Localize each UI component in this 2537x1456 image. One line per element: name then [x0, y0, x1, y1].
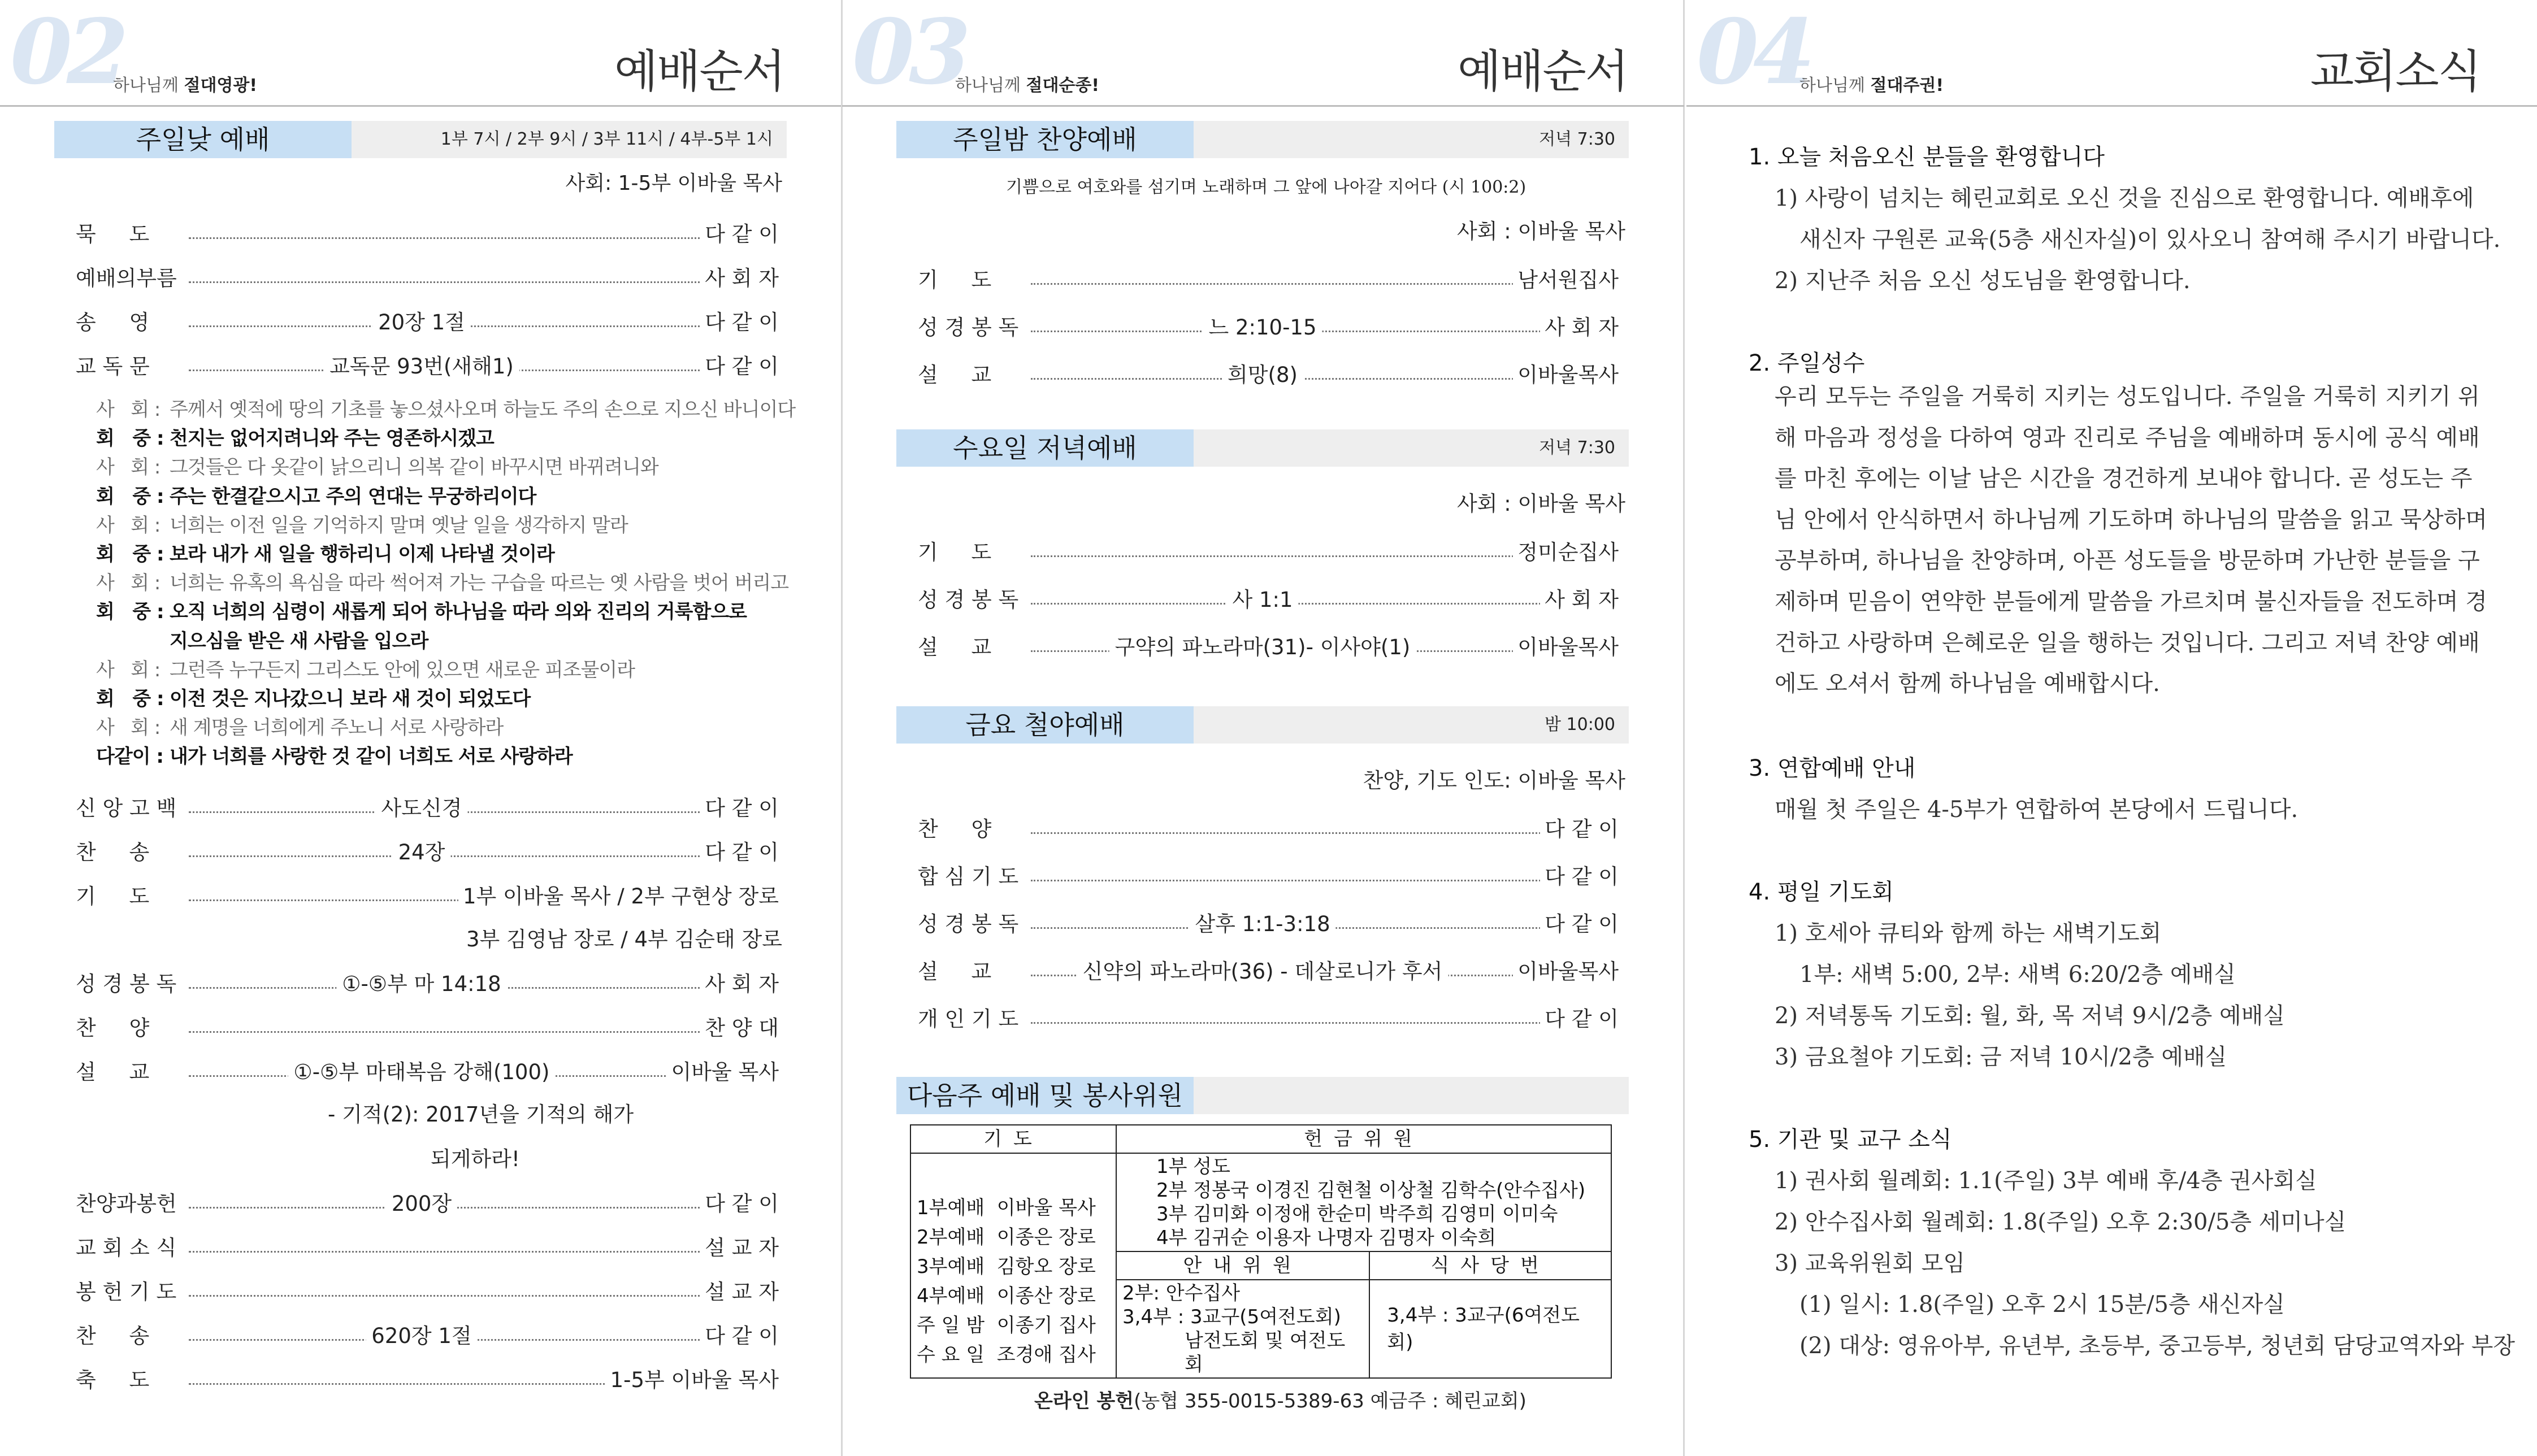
service-time: 저녁 7:30 [1539, 438, 1615, 458]
reading-text: 주는 한결같으시고 주의 연대는 무궁하리이다 [170, 485, 536, 508]
offering-team: 4부 김귀순 이용자 나명자 김명자 이숙희 [1156, 1227, 1497, 1249]
order-item-leader: 다 같 이 [700, 793, 779, 824]
dot-leader [189, 811, 779, 813]
news-heading: 5. 기관 및 교구 소식 [1749, 1127, 1952, 1153]
order-item-leader: 사 회 자 [700, 263, 779, 294]
order-row [76, 1057, 779, 1088]
dot-leader [189, 237, 779, 239]
host-label: 사회 : 이바울 목사 [1457, 492, 1625, 516]
reading-speaker: 회 중 : [96, 543, 164, 566]
dot-leader [1031, 331, 1619, 332]
offering-list [1116, 1153, 1611, 1251]
order-item-detail: 희망(8) [1222, 359, 1303, 391]
news-heading: 2. 주일성수 [1749, 350, 1865, 376]
reading-line [96, 685, 530, 714]
host-label: 찬양, 기도 인도: 이바울 목사 [1363, 768, 1625, 793]
order-item-detail: 신약의 파노라마(36) - 데살로니가 후서 [1077, 956, 1449, 988]
order-item-detail: 사도신경 [376, 793, 468, 824]
news-item: 1) 권사회 월례회: 1.1(주일) 3부 예배 후/4층 권사회실 [1775, 1168, 2317, 1194]
order-item-leader: 사 회 자 [1540, 584, 1619, 616]
paragraph-line: 를 마친 후에는 이날 남은 시간을 경건하게 보내야 합니다. 곧 성도는 주 [1775, 466, 2473, 492]
reading-line [96, 483, 536, 511]
section-bar [896, 121, 1629, 158]
order-item-detail: 느 2:10-15 [1203, 312, 1322, 344]
page-number: 02 [10, 0, 123, 105]
news-item: (1) 일시: 1.8(주일) 오후 2시 15분/5층 새신자실 [1799, 1292, 2285, 1318]
order-row [76, 968, 779, 1000]
dot-leader [1031, 880, 1619, 881]
page-title: 예배순서 [1457, 45, 1628, 98]
order-row [76, 1320, 779, 1352]
order-item-label: 설 교 [918, 635, 992, 659]
reading-speaker: 회 중 : [96, 485, 164, 508]
usher-assignment: 3,4부 : 3교구(5여전도회) [1122, 1306, 1341, 1328]
online-offering: 온라인 봉헌(농협 355-0015-5389-63 예금주 : 혜린교회) [1034, 1390, 1526, 1412]
meal-duty: 3,4부 : 3교구(6여전도회) [1369, 1280, 1611, 1378]
order-row [76, 1276, 779, 1308]
order-row [918, 814, 1619, 845]
reading-text: 보라 내가 새 일을 행하리니 이제 나타낼 것이라 [170, 543, 554, 566]
section-title: 주일낮 예배 [54, 121, 352, 158]
news-item: 1) 사랑이 넘치는 혜린교회로 오신 것을 진심으로 환영합니다. 예배후에 [1775, 185, 2474, 211]
order-row [76, 837, 779, 868]
usher-assignment: 남전도회 및 여전도회 [1185, 1329, 1346, 1376]
order-row [76, 1012, 779, 1044]
reading-line [96, 395, 795, 424]
order-item-detail: 교독문 93번(새해1) [324, 351, 519, 383]
news-item: (2) 대상: 영유아부, 유년부, 초등부, 중고등부, 청년회 담당교역자와 부장 [1799, 1333, 2515, 1359]
news-item: 매월 첫 주일은 4-5부가 연합하여 본당에서 드립니다. [1775, 797, 2299, 823]
section-title: 다음주 예배 및 봉사위원 [896, 1077, 1194, 1114]
order-row [76, 219, 779, 250]
reading-speaker: 회 중 : [96, 427, 164, 450]
news-item: 3) 교육위원회 모임 [1775, 1250, 1965, 1276]
usher-list [1116, 1280, 1369, 1378]
dot-leader [189, 1251, 779, 1253]
news-heading: 3. 연합예배 안내 [1749, 755, 1916, 781]
reading-text: 오직 너희의 심령이 새롭게 되어 하나님을 따라 의와 진리의 거룩함으로 [170, 601, 747, 624]
order-item-label: 설 교 [76, 1060, 150, 1084]
order-item-detail: ①-⑤부 마 14:18 [336, 968, 506, 1000]
order-row [76, 1232, 779, 1264]
order-item-leader: 설 교 자 [700, 1232, 779, 1264]
order-row [918, 537, 1619, 568]
col-meal: 식사당번 [1369, 1251, 1611, 1280]
dot-leader [1031, 1022, 1619, 1024]
reading-speaker: 사 회 : [96, 716, 161, 740]
order-item-label: 교 회 소 식 [76, 1236, 177, 1260]
reading-line [96, 598, 747, 627]
order-row [76, 793, 779, 824]
order-row [918, 584, 1619, 616]
reading-line [96, 656, 635, 685]
prayer-assignment: 4부예배 이종산 장로 [917, 1285, 1096, 1307]
reading-line [96, 511, 628, 540]
paragraph-line: 제하며 믿음이 연약한 분들에게 말씀을 가르치며 불신자들을 전도하며 경 [1775, 589, 2487, 615]
order-item-leader: 정미순집사 [1513, 537, 1619, 568]
paragraph-line: 해 마음과 정성을 다하여 영과 진리로 주님을 예배하며 동시에 공식 예배 [1775, 424, 2480, 451]
order-row [76, 351, 779, 383]
page-header [842, 0, 1684, 107]
page-number: 03 [852, 0, 965, 105]
order-item-label: 기 도 [76, 884, 150, 909]
order-item-leader: 다 같 이 [700, 351, 779, 383]
order-item-leader: 다 같 이 [1540, 1003, 1619, 1035]
order-item-label: 설 교 [918, 363, 992, 387]
offering-team: 1부 성도 [1156, 1155, 1230, 1178]
prayer-assignment: 주 일 밤 이종기 집사 [917, 1314, 1096, 1337]
sermon-title: - 기적(2): 2017년을 기적의 해가 [328, 1102, 634, 1127]
prayer-assignment: 1부예배 이바울 목사 [917, 1197, 1096, 1219]
order-item-leader: 설 교 자 [700, 1276, 779, 1308]
order-item-label: 찬 양 [918, 817, 992, 841]
order-item-detail: 사 1:1 [1226, 584, 1298, 616]
order-item-label: 성 경 봉 독 [918, 315, 1019, 340]
order-row [918, 1003, 1619, 1035]
order-row [918, 909, 1619, 940]
order-item-detail: ①-⑤부 마태복음 강해(100) [288, 1057, 556, 1088]
page-title: 예배순서 [614, 45, 784, 98]
reading-text: 너희는 이전 일을 기억하지 말며 옛날 일을 생각하지 말라 [170, 514, 628, 537]
reading-speaker: 사 회 : [96, 572, 161, 595]
order-item-label: 축 도 [76, 1368, 150, 1392]
order-row [918, 632, 1619, 663]
order-item-leader: 찬 양 대 [700, 1012, 779, 1044]
news-item: 2) 저녁통독 기도회: 월, 화, 목 저녁 9시/2층 예배실 [1775, 1003, 2285, 1029]
order-item-leader: 다 같 이 [700, 1320, 779, 1352]
dot-leader [189, 1295, 779, 1297]
order-row [918, 861, 1619, 893]
reading-speaker: 사 회 : [96, 398, 161, 421]
order-item-label: 기 도 [918, 268, 992, 292]
paragraph-line: 에도 오셔서 함께 하나님을 예배합시다. [1775, 671, 2160, 697]
service-time: 저녁 7:30 [1539, 129, 1615, 149]
news-item: 2) 지난주 처음 오신 성도님을 환영합니다. [1775, 268, 2191, 294]
section-bar [896, 1077, 1629, 1114]
section-title: 주일밤 찬양예배 [896, 121, 1194, 158]
order-item-label: 신 앙 고 백 [76, 796, 177, 820]
reading-text: 이전 것은 지나갔으니 보라 새 것이 되었도다 [170, 688, 531, 710]
reading-line [96, 540, 554, 569]
page-motto: 하나님께 절대순종! [955, 76, 1100, 95]
order-row [918, 359, 1619, 391]
news-item: 2) 안수집사회 월례회: 1.8(주일) 오후 2:30/5층 세미나실 [1775, 1209, 2347, 1235]
order-item-leader: 사 회 자 [700, 968, 779, 1000]
service-time: 밤 10:00 [1545, 715, 1615, 734]
section-bar [896, 706, 1629, 744]
section-title: 금요 철야예배 [896, 706, 1194, 744]
prayer-assignment: 수 요 일 조경애 집사 [917, 1344, 1096, 1366]
order-item-label: 개 인 기 도 [918, 1007, 1019, 1031]
header-rule [842, 105, 1684, 107]
order-item-detail: 살후 1:1-3:18 [1189, 909, 1335, 940]
prayer-list [910, 1153, 1116, 1378]
page-03 [842, 0, 1684, 1456]
order-item-leader: 이바울목사 [1513, 956, 1619, 988]
page-number: 04 [1697, 0, 1810, 105]
order-item-leader: 이바울 목사 [667, 1057, 779, 1088]
reading-text: 천지는 없어지려니와 주는 영존하시겠고 [170, 427, 494, 450]
dot-leader [1031, 603, 1619, 605]
sermon-title-cont: 되게하라! [431, 1147, 520, 1171]
order-item-leader: 남서원집사 [1513, 264, 1619, 296]
reading-line [96, 742, 573, 771]
order-row [918, 312, 1619, 344]
col-offering: 헌금위원 [1116, 1125, 1611, 1153]
order-item-leader: 사 회 자 [1540, 312, 1619, 344]
order-row [76, 1188, 779, 1220]
reading-speaker: 회 중 : [96, 688, 164, 710]
order-item-detail: 20장 1절 [372, 307, 471, 338]
page-title: 교회소식 [2310, 45, 2480, 98]
reading-speaker: 사 회 : [96, 658, 161, 681]
order-item-label: 예배의부름 [76, 266, 177, 290]
reading-text: 내가 너희를 사랑한 것 같이 너희도 서로 사랑하라 [170, 745, 573, 768]
order-item-detail: 구약의 파노라마(31)- 이사야(1) [1109, 632, 1416, 663]
order-item-label: 찬 송 [76, 1324, 150, 1348]
order-item-leader: 다 같 이 [700, 219, 779, 250]
dot-leader [189, 1031, 779, 1033]
dot-leader [189, 281, 779, 283]
reading-line [96, 453, 658, 482]
usher-assignment: 2부: 안수집사 [1122, 1282, 1241, 1305]
order-item-leader: 다 같 이 [1540, 861, 1619, 893]
header-rule [1686, 105, 2537, 107]
page-02 [0, 0, 841, 1456]
dot-leader [189, 855, 779, 857]
news-heading: 1. 오늘 처음오신 분들을 환영합니다 [1749, 144, 2105, 170]
order-row [76, 263, 779, 294]
dot-leader [189, 1339, 779, 1341]
header-rule [0, 105, 841, 107]
order-item-label: 설 교 [918, 959, 992, 984]
dot-leader [1031, 832, 1619, 834]
order-item-leader: 다 같 이 [700, 837, 779, 868]
order-item-leader: 이바울목사 [1513, 359, 1619, 391]
order-item-leader: 1-5부 이바울 목사 [606, 1364, 779, 1396]
reading-line [96, 424, 494, 453]
order-item-label: 송 영 [76, 310, 150, 334]
reading-line [96, 714, 503, 742]
order-row [918, 956, 1619, 988]
offering-team: 2부 정봉국 이경진 김현철 이상철 김학수(안수집사) [1156, 1179, 1586, 1202]
news-item: 3) 금요철야 기도회: 금 저녁 10시/2층 예배실 [1775, 1044, 2227, 1070]
reading-speaker: 사 회 : [96, 514, 161, 537]
reading-text: 그런즉 누구든지 그리스도 안에 있으면 새로운 피조물이라 [170, 658, 635, 681]
reading-text: 그것들은 다 옷같이 낡으리니 의복 같이 바꾸시면 바뀌려니와 [170, 456, 658, 479]
reading-text: 새 계명을 너희에게 주노니 서로 사랑하라 [170, 716, 504, 740]
order-item-leader: 다 같 이 [1540, 814, 1619, 845]
order-item-leader: 이바울목사 [1513, 632, 1619, 663]
reading-line [96, 627, 428, 656]
volunteer-table [910, 1124, 1612, 1379]
order-item-label: 묵 도 [76, 222, 150, 246]
order-item-label: 기 도 [918, 540, 992, 564]
page-motto: 하나님께 절대영광! [113, 76, 258, 95]
paragraph-line: 님 안에서 안식하면서 하나님께 기도하며 하나님의 말씀을 읽고 묵상하며 [1775, 506, 2487, 533]
page-header [1686, 0, 2537, 107]
dot-leader [189, 325, 779, 327]
section-bar [54, 121, 787, 158]
paragraph-line: 공부하며, 하나님을 찬양하며, 아픈 성도들을 방문하며 가난한 분들을 구 [1775, 547, 2480, 574]
order-row [76, 1364, 779, 1396]
order-item-label: 성 경 봉 독 [918, 912, 1019, 936]
order-item-label: 성 경 봉 독 [76, 972, 177, 996]
order-row [76, 307, 779, 338]
reading-speaker: 다같이 : [96, 745, 163, 768]
order-item-label: 봉 헌 기 도 [76, 1280, 177, 1304]
order-row [76, 881, 779, 912]
prayer-continuation: 3부 김영남 장로 / 4부 김순태 장로 [466, 927, 782, 951]
reading-speaker: 회 중 : [96, 601, 164, 624]
order-item-detail: 24장 [393, 837, 451, 868]
reading-speaker: 사 회 : [96, 456, 161, 479]
section-title: 수요일 저녁예배 [896, 429, 1194, 467]
host-label: 사회: 1-5부 이바울 목사 [565, 172, 782, 195]
order-item-label: 교 독 문 [76, 354, 150, 379]
news-item: 새신자 구원론 교육(5층 새신자실)이 있사오니 참여해 주시기 바랍니다. [1799, 227, 2501, 253]
order-item-leader: 다 같 이 [700, 1188, 779, 1220]
paragraph-line: 우리 모두는 주일을 거룩히 지키는 성도입니다. 주일을 거룩히 지키기 위 [1775, 384, 2480, 410]
order-row [918, 264, 1619, 296]
order-item-leader: 다 같 이 [700, 307, 779, 338]
news-item: 1) 호세아 큐티와 함께 하는 새벽기도회 [1775, 920, 2162, 946]
order-item-label: 찬 송 [76, 840, 150, 864]
paragraph-line: 건하고 사랑하며 은혜로운 일을 행하는 것입니다. 그리고 저녁 찬양 예배 [1775, 629, 2480, 656]
prayer-assignment: 3부예배 김항오 장로 [917, 1255, 1096, 1278]
col-prayer: 기도 [910, 1125, 1116, 1153]
reading-text: 주께서 옛적에 땅의 기초를 놓으셨사오며 하늘도 주의 손으로 지으신 바니이다 [170, 398, 796, 421]
page-04 [1686, 0, 2537, 1456]
order-item-leader: 1부 이바울 목사 / 2부 구현상 장로 [458, 881, 779, 912]
reading-text: 지으심을 받은 새 사람을 입으라 [170, 629, 428, 653]
reading-line [96, 569, 788, 598]
order-item-detail: 620장 1절 [366, 1320, 477, 1352]
page-motto: 하나님께 절대주권! [1799, 76, 1944, 95]
news-item: 1부: 새벽 5:00, 2부: 새벽 6:20/2층 예배실 [1799, 962, 2236, 988]
order-item-leader: 다 같 이 [1540, 909, 1619, 940]
prayer-assignment: 2부예배 이종은 장로 [917, 1226, 1096, 1249]
reading-text: 너희는 유혹의 욕심을 따라 썩어져 가는 구습을 따르는 옛 사람을 벗어 버리고 [170, 572, 789, 595]
host-label: 사회 : 이바울 목사 [1457, 219, 1625, 244]
service-times: 1부 7시 / 2부 9시 / 3부 11시 / 4부-5부 1시 [440, 129, 773, 149]
col-usher: 안내위원 [1116, 1251, 1369, 1280]
order-item-label: 합 심 기 도 [918, 864, 1019, 889]
order-item-label: 성 경 봉 독 [918, 588, 1019, 612]
offering-team: 3부 김미화 이정애 한순미 박주희 김영미 이미숙 [1156, 1203, 1558, 1225]
section-bar [896, 429, 1629, 467]
news-heading: 4. 평일 기도회 [1749, 879, 1894, 905]
order-item-label: 찬양과봉헌 [76, 1192, 177, 1216]
bible-verse: 기쁨으로 여호와를 섬기며 노래하며 그 앞에 나아갈 지어다 (시 100:2) [1006, 177, 1526, 197]
dot-leader [189, 1207, 779, 1209]
order-item-label: 찬 양 [76, 1016, 150, 1040]
page-header [0, 0, 841, 107]
order-item-detail: 200장 [386, 1188, 457, 1220]
